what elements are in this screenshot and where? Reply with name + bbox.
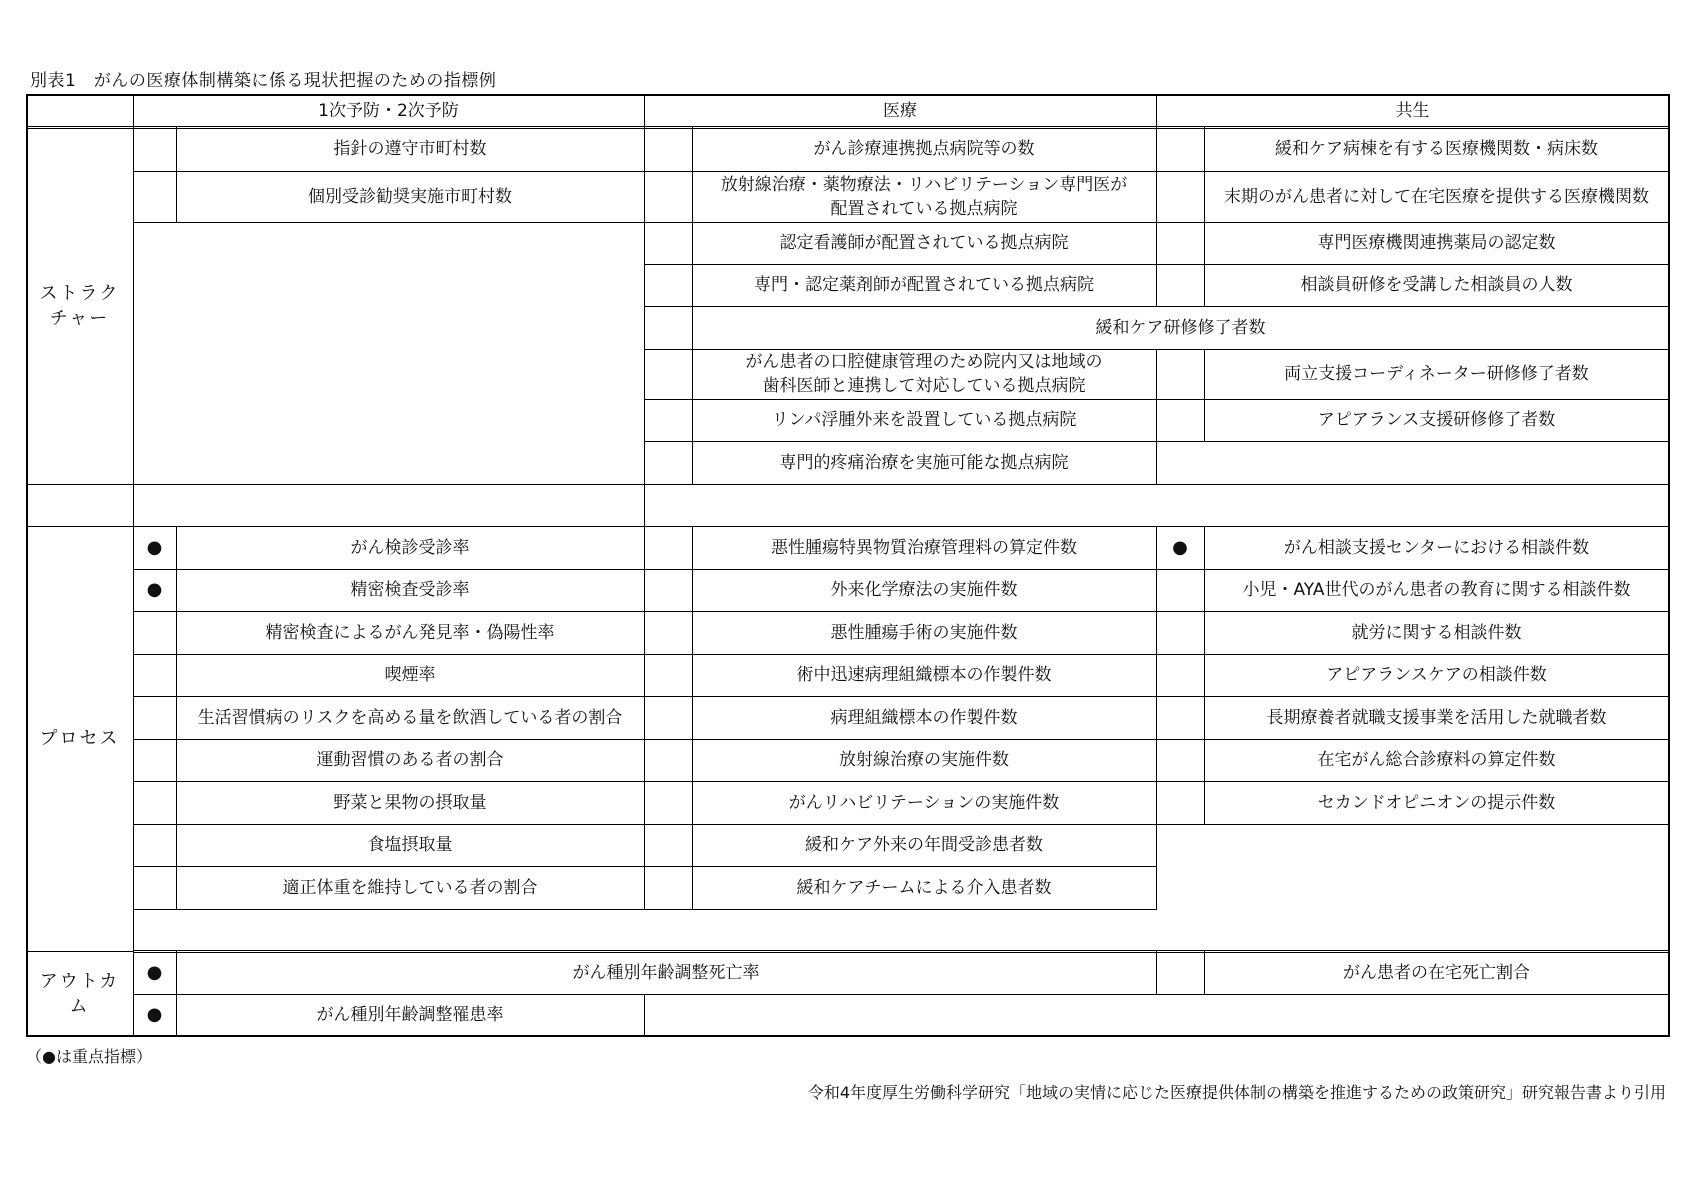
process-symbiosis-item: アピアランスケアの相談件数 [1326, 665, 1547, 685]
structure-symbiosis-item: アピアランス支援研修修了者数 [1317, 410, 1556, 430]
process-medical-item: 緩和ケアチームによる介入患者数 [796, 877, 1052, 898]
structure-medical-item: がん患者の口腔健康管理のため院内又は地域の 歯科医師と連携して対応している拠点病院 [745, 352, 1103, 396]
priority-marker: ● [1172, 536, 1188, 558]
header-medical: 医療 [883, 100, 917, 121]
process-medical-item: 悪性腫瘍手術の実施件数 [830, 622, 1018, 643]
grid-line [644, 526, 645, 910]
row-label-process: プロセス [39, 728, 120, 749]
structure-medical-item: がん診療連携拠点病院等の数 [813, 139, 1035, 159]
structure-symbiosis-item: 緩和ケア病棟を有する医療機関数・病床数 [1275, 139, 1598, 159]
process-prevention-item: 野菜と果物の摂取量 [333, 792, 487, 813]
structure-symbiosis-item: 両立支援コーディネーター研修修了者数 [1284, 364, 1589, 384]
grid-line [133, 739, 1157, 740]
structure-medical-item: リンパ浮腫外来を設置している拠点病院 [771, 410, 1077, 430]
structure-prevention-item: 指針の遵守市町村数 [333, 139, 487, 159]
grid-line [1156, 569, 1670, 570]
header-symbiosis: 共生 [1395, 100, 1430, 121]
process-medical-item: 病理組織標本の作製件数 [830, 707, 1018, 728]
grid-line [644, 441, 1670, 442]
process-symbiosis-item: がん相談支援センターにおける相談件数 [1283, 537, 1590, 558]
process-symbiosis-item: 就労に関する相談件数 [1351, 622, 1522, 643]
grid-line [1156, 696, 1670, 697]
process-symbiosis-item: セカンドオピニオンの提示件数 [1317, 792, 1556, 813]
structure-medical-item: 放射線治療・薬物療法・リハビリテーション専門医が 配置されている拠点病院 [720, 174, 1128, 219]
grid-line [1156, 94, 1157, 128]
grid-line [133, 824, 1157, 825]
grid-line [1204, 951, 1205, 995]
process-medical-item: 放射線治療の実施件数 [839, 750, 1009, 770]
grid-line [1204, 349, 1205, 442]
process-symbiosis-item: 小児・AYA世代のがん患者の教育に関する相談件数 [1242, 580, 1631, 600]
grid-line [1156, 127, 1157, 307]
structure-shared-item: 緩和ケア研修修了者数 [1095, 317, 1266, 338]
process-medical-item: がんリハビリテーションの実施件数 [788, 792, 1060, 813]
grid-line [1156, 951, 1157, 995]
priority-marker: ● [146, 579, 163, 600]
grid-line [26, 951, 134, 952]
grid-line [1156, 781, 1670, 782]
grid-line [644, 399, 1670, 400]
structure-medical-item: 専門的疼痛治療を実施可能な拠点病院 [779, 452, 1069, 473]
process-medical-item: 外来化学療法の実施件数 [830, 580, 1018, 600]
outcome-item: がん種別年齢調整罹患率 [316, 1005, 504, 1025]
header-prevention: 1次予防・2次予防 [318, 100, 459, 121]
process-medical-item: 術中迅速病理組織標本の作製件数 [796, 665, 1052, 685]
grid-line [133, 781, 1157, 782]
process-prevention-item: 精密検査受診率 [350, 580, 470, 600]
priority-marker: ● [146, 536, 163, 558]
grid-line [644, 306, 1670, 307]
row-label-structure: ストラク チャー [39, 282, 120, 329]
grid-line [133, 611, 1157, 612]
row-label-outcome: アウトカ ム [39, 970, 120, 1017]
grid-line [1156, 824, 1670, 825]
grid-line [176, 127, 177, 223]
structure-prevention-item: 個別受診勧奨実施市町村数 [308, 186, 512, 207]
structure-medical-item: 認定看護師が配置されている拠点病院 [779, 233, 1069, 253]
process-prevention-item: 生活習慣病のリスクを高める量を飲酒している者の割合 [197, 707, 623, 728]
structure-medical-item: 専門・認定薬剤師が配置されている拠点病院 [754, 275, 1094, 295]
process-prevention-item: 適正体重を維持している者の割合 [282, 877, 538, 898]
process-prevention-item: 精密検査によるがん発見率・偽陽性率 [265, 622, 555, 643]
grid-line [644, 171, 1670, 172]
grid-line [644, 994, 645, 1037]
grid-line [1156, 526, 1157, 910]
legend-note: （●は重点指標） [26, 1047, 152, 1066]
process-prevention-item: 喫煙率 [384, 665, 436, 685]
process-symbiosis-item: 在宅がん総合診療料の算定件数 [1317, 750, 1556, 770]
outcome-item: がん種別年齢調整死亡率 [572, 962, 760, 983]
grid-line [133, 222, 645, 223]
process-prevention-item: 食塩摂取量 [367, 835, 453, 855]
process-medical-item: 緩和ケア外来の年間受診患者数 [805, 835, 1043, 855]
grid-line [133, 484, 1670, 485]
grid-line [644, 349, 1670, 350]
structure-symbiosis-item: 専門医療機関連携薬局の認定数 [1317, 233, 1556, 253]
grid-line [692, 526, 693, 910]
grid-line [133, 866, 1157, 867]
grid-line [26, 484, 134, 485]
priority-marker: ● [146, 961, 163, 983]
outcome-item: がん患者の在宅死亡割合 [1343, 962, 1530, 983]
grid-line [1204, 127, 1205, 307]
grid-line [133, 696, 1157, 697]
grid-line [644, 94, 645, 128]
process-prevention-item: がん検診受診率 [350, 537, 470, 558]
grid-line [1156, 611, 1670, 612]
grid-line [644, 222, 1670, 223]
grid-line [133, 569, 1157, 570]
structure-symbiosis-item: 相談員研修を受講した相談員の人数 [1300, 275, 1573, 295]
grid-line [644, 264, 1670, 265]
priority-marker: ● [146, 1004, 163, 1025]
grid-line [133, 994, 1670, 995]
grid-line [133, 909, 1157, 910]
process-medical-item: 悪性腫瘍特異物質治療管理料の算定件数 [771, 537, 1077, 558]
source-citation: 令和4年度厚生労働科学研究「地域の実情に応じた医療提供体制の構築を推進するための政策研究」研究報告書より引用 [807, 1083, 1666, 1102]
process-symbiosis-item: 長期療養者就職支援事業を活用した就職者数 [1266, 707, 1607, 728]
grid-line [133, 171, 645, 172]
page-title: 別表1 がんの医療体制構築に係る現状把握のための指標例 [30, 71, 497, 91]
grid-line [1156, 654, 1670, 655]
grid-line [1156, 739, 1670, 740]
structure-symbiosis-item: 末期のがん患者に対して在宅医療を提供する医療機関数 [1224, 186, 1649, 207]
process-prevention-item: 運動習慣のある者の割合 [316, 750, 504, 770]
grid-line [1156, 349, 1157, 485]
grid-line [26, 526, 134, 527]
grid-line [133, 654, 1157, 655]
grid-line [176, 526, 177, 910]
grid-line [644, 127, 645, 527]
